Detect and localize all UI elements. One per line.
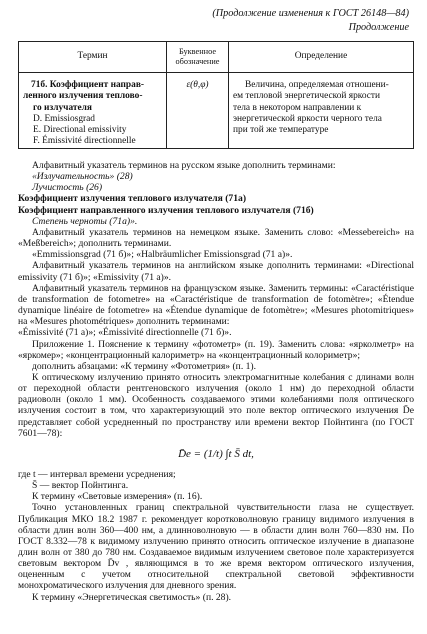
paragraph-optical-radiation: К оптическому излучению принято относить электромагнитные колебания с длинами волн от переходной области рентгеновского излучения (около 1 нм) до переходной области радиоволн (около 1 мм). Особенность создаваемого этими колебаниями поля оптического излучения состоит в том, что характеризующий это поле вектор оптического излучения D̄e представляет собой усредненный по пространству или времени вектор Пойнтинга (по ГОСТ 7601—78): — [18, 371, 414, 439]
term-russian-end: го излучателя — [33, 102, 93, 113]
definition-line: тела в некотором направлении к — [233, 102, 362, 113]
definition-line: при той же температуре — [233, 125, 329, 136]
table-row — [19, 73, 414, 149]
definition-line: энергетической яркости черного тела — [233, 113, 382, 124]
index-entry: Коэффициент направленного излучения теплового излучателя (71б) — [18, 204, 314, 216]
term-reference: К термину «Световые измерения» (п. 16). — [32, 491, 203, 503]
terms-table — [18, 41, 414, 149]
continuation-label: Продолжение — [348, 22, 409, 33]
formula-legend: где t — интервал времени усреднения; — [18, 468, 176, 480]
term-reference: К термину «Энергетическая светимость» (п. 28). — [32, 591, 232, 603]
col-term-header: Термин — [19, 42, 167, 73]
term-german: D. Emissiosgrad — [33, 113, 95, 124]
paragraph-russian-index: Алфавитный указатель терминов на русском языке дополнить терминами: — [32, 160, 336, 171]
index-entry: Степень черноты (71а)». — [32, 215, 138, 227]
definition-line: Величина, определяемая отношени- — [245, 80, 389, 90]
definition-line: ем тепловой энергетической яркости — [233, 91, 381, 102]
formula-legend: S̄ — вектор Пойнтинга. — [32, 480, 129, 492]
table-header-row — [19, 42, 414, 73]
body-text — [18, 160, 414, 603]
paragraph-appendix: Приложение 1. Пояснение к термину «фотометр» (п. 19). Заменить слова: «ярколметр» на «яркомер»; «концентрационный калориметр» на «концентрационный колориметр»; — [18, 338, 414, 361]
term-cell — [19, 73, 167, 149]
col-symbol-header: Буквенное обозначение — [167, 42, 229, 73]
poynting-formula: D̄e = (1/t) ∫t S̄ dt, — [178, 447, 254, 460]
index-entry: Коэффициент излучения теплового излучателя (71а) — [18, 193, 247, 205]
amendment-header: (Продолжение изменения к ГОСТ 26148—84) — [212, 8, 409, 19]
appendix-addition: дополнить абзацами: «К термину «Фотометрия» (п. 1). — [32, 360, 257, 372]
paragraph-french-index: Алфавитный указатель терминов на французском языке. Заменить термины: «Caractéristique de transformation de fotometre» на «Caractéristique de transformation de fotomètre»; «Étendue dynamique linéaire de fotometre» на «Étendue dynamique de fotomètre»; «Mesures photomitriques» на «Mesures photométriques» дополнить терминами: — [18, 282, 414, 328]
term-french: F. Émissivité directionnelle — [33, 136, 136, 147]
term-russian-cont: ленного излучения теплово- — [23, 91, 143, 102]
definition-cell — [229, 73, 414, 149]
col-definition-header: Определение — [229, 42, 414, 73]
paragraph-german-index: Алфавитный указатель терминов на немецком языке. Заменить слово: «Messebereich» на «Meßbereich»; дополнить терминами. — [18, 226, 414, 250]
term-english: E. Directional emissivity — [33, 125, 127, 136]
paragraph-visible-radiation: Точно установленных границ спектральной чувствительности глаза не существует. Публикация МКО 18.2 1987 г. рекомендует коротковолновую границу видимого излучения в области длин волн 360—400 нм, а длинноволновую — в области длин волн 760—830 нм. По ГОСТ 8.332—78 к видимому излучению принято относить оптическое излучение в диапазоне длин волн от 380 до 780 нм. Создаваемое видимым излучением световое поле характеризуется световым вектором D̄v , являющимся в то же время вектором оптического излучения, оцененным с учетом относительной спектральной световой эффективности монохроматического излучения для дневного зрения. — [18, 502, 414, 592]
index-entry: Лучистость (26) — [32, 182, 103, 194]
german-index-entries: «Emmissionsgrad (71 б)»; «Halbräumlicher Emissionsgrad (71 а)». — [32, 249, 293, 261]
french-index-entries: «Émissivité (71 а)»; «Émissivité directionnelle (71 б)». — [18, 327, 232, 339]
symbol-cell: ε(θ,φ) — [167, 73, 229, 149]
term-number: 71б. Коэффициент направ- — [31, 80, 145, 90]
paragraph-english-index: Алфавитный указатель терминов на английском языке дополнить терминами: «Directional emissivity (71 б)»; «Emissivity (71 а)». — [18, 260, 414, 283]
index-entry: «Излучательность» (28) — [32, 171, 133, 183]
